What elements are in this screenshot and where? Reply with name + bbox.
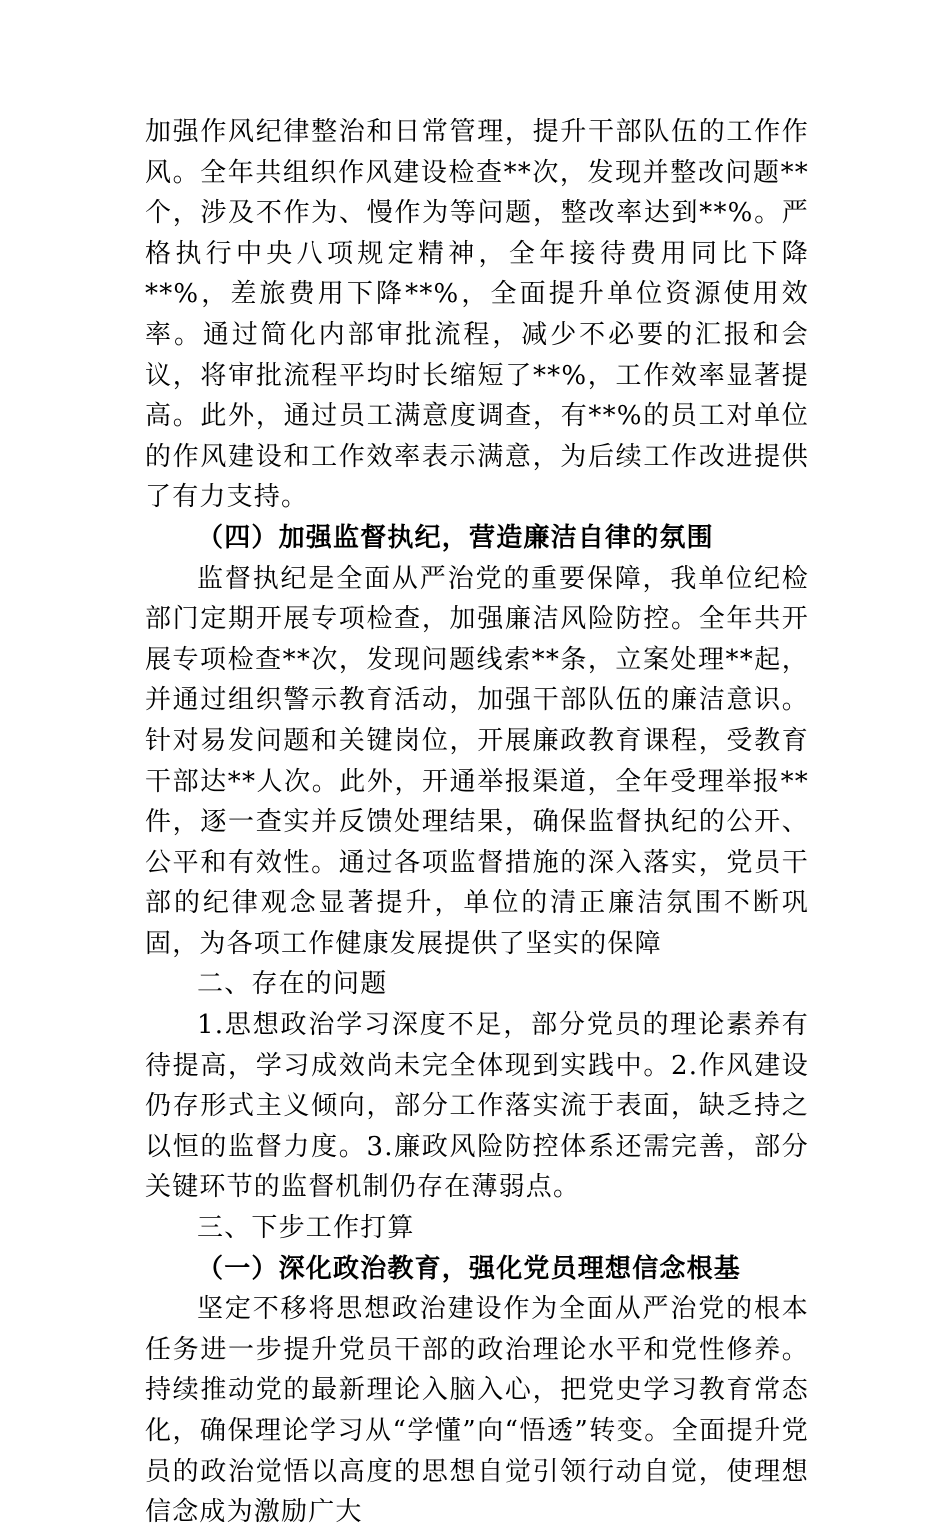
document-body bbox=[145, 112, 809, 1533]
heading-existing-problems: 二、存在的问题 bbox=[197, 969, 388, 1000]
subheading-political-education: （一）深化政治教育，强化党员理想信念根基 bbox=[197, 1253, 742, 1284]
paragraph-supervision: 监督执纪是全面从严治党的重要保障，我单位纪检部门定期开展专项检查，加强廉洁风险防控。全年共开展专项检查**次，发现问题线索**条，立案处理**起，并通过组织警示教育活动，加强干部队伍的廉洁意识。针对易发问题和关键岗位，开展廉政教育课程，受教育干部达**人次。此外，开通举报渠道，全年受理举报**件，逐一查实并反馈处理结果，确保监督执纪的公开、公平和有效性。通过各项监督措施的深入落实，党员干部的纪律观念显著提升，单位的清正廉洁氛围不断巩固，为各项工作健康发展提供了坚实的保障 bbox=[145, 563, 809, 959]
paragraph-problems: 1.思想政治学习深度不足，部分党员的理论素养有待提高，学习成效尚未完全体现到实践中。2.作风建设仍存形式主义倾向，部分工作落实流于表面，缺乏持之以恒的监督力度。3.廉政风险防控体系还需完善，部分关键环节的监督机制仍存在薄弱点。 bbox=[145, 1010, 809, 1203]
subheading-supervision: （四）加强监督执纪，营造廉洁自律的氛围 bbox=[197, 522, 714, 553]
paragraph-political-education: 坚定不移将思想政治建设作为全面从严治党的根本任务进一步提升党员干部的政治理论水平和党性修养。持续推动党的最新理论入脑入心，把党史学习教育常态化，确保理论学习从“学懂”向“悟透”转变。全面提升党员的政治觉悟以高度的思想自觉引领行动自觉，使理想信念成为激励广大 bbox=[145, 1294, 809, 1528]
heading-next-steps: 三、下步工作打算 bbox=[197, 1213, 415, 1244]
paragraph-work-style: 加强作风纪律整治和日常管理，提升干部队伍的工作作风。全年共组织作风建设检查**次，发现并整改问题**个，涉及不作为、慢作为等问题，整改率达到**%。严格执行中央八项规定精神，全年接待费用同比下降**%，差旅费用下降**%，全面提升单位资源使用效率。通过简化内部审批流程，减少不必要的汇报和会议，将审批流程平均时长缩短了**%，工作效率显著提高。此外，通过员工满意度调查，有**%的员工对单位的作风建设和工作效率表示满意，为后续工作改进提供了有力支持。 bbox=[145, 117, 809, 513]
